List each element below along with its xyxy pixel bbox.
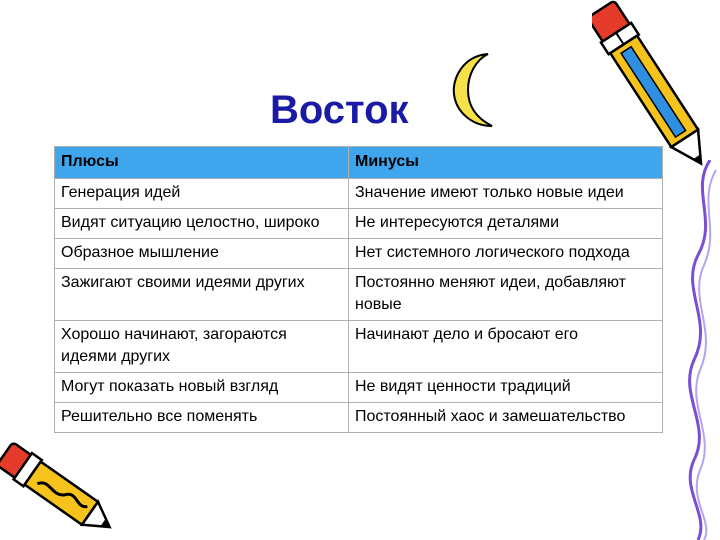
pros-cell: Генерация идей: [55, 179, 349, 209]
header-pros: Плюсы: [55, 147, 349, 179]
cons-cell: Постоянный хаос и замешательство: [349, 403, 663, 433]
header-cons: Минусы: [349, 147, 663, 179]
pencil-icon: [0, 440, 115, 540]
pros-cell: Хорошо начинают, загораются идеями других: [55, 321, 349, 373]
cons-cell: Начинают дело и бросают его: [349, 321, 663, 373]
page-title: Восток: [270, 88, 409, 132]
cons-cell: Постоянно меняют идеи, добавляют новые: [349, 269, 663, 321]
cons-cell: Значение имеют только новые идеи: [349, 179, 663, 209]
table-row: [55, 269, 663, 321]
pros-cell: Видят ситуацию целостно, широко: [55, 209, 349, 239]
table-row: [55, 209, 663, 239]
cons-cell: Не интересуются деталями: [349, 209, 663, 239]
cons-cell: Не видят ценности традиций: [349, 373, 663, 403]
pros-cell: Решительно все поменять: [55, 403, 349, 433]
table-row: [55, 239, 663, 269]
pros-cons-table: [54, 146, 663, 433]
pros-cell: Зажигают своими идеями других: [55, 269, 349, 321]
pros-cell: Могут показать новый взгляд: [55, 373, 349, 403]
cons-cell: Нет системного логического подхода: [349, 239, 663, 269]
pros-cell: Образное мышление: [55, 239, 349, 269]
table-row: [55, 373, 663, 403]
table-row: [55, 321, 663, 373]
crescent-moon-icon: [448, 50, 498, 130]
wavy-ribbon-icon: [680, 160, 720, 540]
table-row: [55, 403, 663, 433]
table-row: [55, 179, 663, 209]
table-header-row: [55, 147, 663, 179]
